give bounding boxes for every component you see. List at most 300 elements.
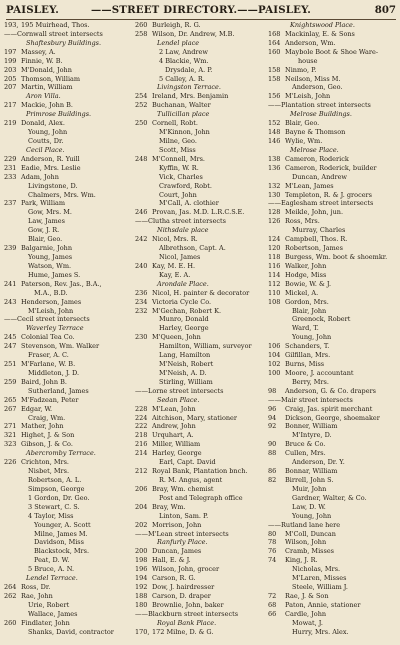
entry-text: Mickel, A. <box>285 288 319 297</box>
house-number: 224 <box>135 413 148 422</box>
directory-entry <box>135 21 265 30</box>
directory-entry <box>268 449 399 458</box>
house-number: 240 <box>135 261 148 270</box>
entry-text: Earl, Capt. David <box>159 458 216 467</box>
entry-text: Milne, Geo. <box>159 136 197 145</box>
place-heading <box>135 39 265 48</box>
house-number: 114 <box>268 270 281 279</box>
house-number: 258 <box>135 29 148 38</box>
entry-text: Hume, James S. <box>28 270 81 279</box>
place-heading <box>4 110 132 119</box>
entry-text: Anderson, R. Yuill <box>21 154 80 163</box>
entry-text: M.A., B.D. <box>34 288 68 297</box>
directory-entry <box>268 628 399 637</box>
entry-text: Gibson, J. & Co. <box>21 440 73 449</box>
entry-text: 4 Taylor, Miss <box>28 511 74 520</box>
directory-entry <box>268 271 399 280</box>
entry-text: Hall, E. & J. <box>152 556 191 565</box>
directory-entry <box>135 307 265 316</box>
directory-entry <box>268 431 399 440</box>
entry-text: Urquhart, A. <box>152 431 194 440</box>
directory-entry <box>268 583 399 592</box>
directory-entry <box>268 494 399 503</box>
entry-text: Aron Villa. <box>26 92 61 101</box>
directory-entry <box>4 298 132 307</box>
directory-entry <box>268 342 399 351</box>
directory-column-1 <box>4 21 132 637</box>
entry-text: Martin, William <box>21 83 73 92</box>
entry-text: 4 Blackie, Wm. <box>159 56 209 65</box>
entry-text: M'Kinnon, John <box>159 128 210 137</box>
directory-entry <box>4 48 132 57</box>
entry-text: Arondale Place. <box>157 279 209 288</box>
directory-entry <box>135 30 265 39</box>
entry-text: Blair, John <box>292 306 327 315</box>
entry-text: Carson, R. G. <box>152 574 196 583</box>
directory-entry <box>4 199 132 208</box>
street-intersection <box>135 387 265 396</box>
house-number: 260 <box>4 618 17 627</box>
directory-entry <box>4 583 132 592</box>
entry-text: Tullicillan place <box>157 110 210 119</box>
house-number: 260 <box>135 21 148 29</box>
entry-text: Brownlie, John, baker <box>152 600 224 609</box>
directory-entry <box>135 583 265 592</box>
directory-entry <box>268 155 399 164</box>
directory-entry <box>4 217 132 226</box>
entry-text: Burgess, Wm. boot & shoemkr. <box>285 252 388 261</box>
entry-text: Crichton, Mrs. <box>21 458 69 467</box>
entry-text: Thomson, William <box>21 74 81 83</box>
entry-text: ——Clutha street intersects <box>135 217 227 226</box>
entry-text: Dickson, George, shoemaker <box>285 413 380 422</box>
entry-text: Court, John <box>159 190 197 199</box>
entry-text: Robertson, A. L. <box>28 476 82 485</box>
street-intersection <box>135 217 265 226</box>
street-intersection <box>268 521 399 530</box>
entry-text: Neilson, Miss M. <box>285 74 341 83</box>
entry-text: Fraser, A. C. <box>28 351 69 360</box>
house-number: 236 <box>135 288 148 297</box>
entry-text: Melrose Place. <box>290 145 339 154</box>
entry-text: Carson, D. draper <box>152 592 211 600</box>
entry-text: Wilson, John, grocer <box>152 565 220 574</box>
directory-entry <box>268 173 399 182</box>
entry-text: Paton, Annie, stationer <box>285 600 361 609</box>
house-number: 78 <box>268 538 277 547</box>
directory-entry <box>135 298 265 307</box>
entry-text: ——Plantation street intersects <box>268 101 371 110</box>
directory-entry <box>268 574 399 583</box>
house-number: 118 <box>268 252 281 261</box>
directory-entry <box>4 235 132 244</box>
directory-entry <box>268 315 399 324</box>
directory-entry <box>268 66 399 75</box>
directory-entry <box>268 75 399 84</box>
directory-entry <box>268 208 399 217</box>
directory-entry <box>268 387 399 396</box>
house-number: 104 <box>268 351 281 360</box>
house-number: 222 <box>135 422 148 431</box>
house-number: 239 <box>4 244 17 253</box>
entry-text: Royal Bank, Plantation bnch. <box>152 467 248 476</box>
entry-text: Cornell, Robt. <box>152 119 198 128</box>
entry-text: Lendel place <box>157 38 200 47</box>
entry-text: Mowat, J. <box>292 618 323 627</box>
entry-text: Bruce & Co. <box>285 440 326 449</box>
entry-text: Livingstone, D. <box>28 181 78 190</box>
entry-text: Duncan, James <box>152 547 202 556</box>
directory-entry <box>4 592 132 601</box>
entry-text: Cameron, Roderick, builder <box>285 163 377 172</box>
directory-entry <box>268 369 399 378</box>
directory-entry <box>4 226 132 235</box>
directory-entry <box>135 601 265 610</box>
house-number: 217 <box>4 101 17 110</box>
directory-entry <box>268 610 399 619</box>
house-number: 90 <box>268 440 277 449</box>
house-number: 250 <box>135 119 148 128</box>
directory-entry <box>268 280 399 289</box>
entry-text: Hamilton, William, surveyor <box>159 342 252 351</box>
entry-text: Stevenson, Wm. Walker <box>21 342 100 351</box>
directory-entry <box>4 333 132 342</box>
entry-text: Young, John <box>292 511 332 520</box>
entry-text: M'Call, A. clothier <box>159 199 219 208</box>
directory-entry <box>4 155 132 164</box>
directory-entry <box>268 351 399 360</box>
place-heading <box>135 619 265 628</box>
entry-text: Cecil Place. <box>26 145 65 154</box>
house-number: 168 <box>268 29 281 38</box>
entry-text: Buchanan, Walter <box>152 101 211 110</box>
directory-entry <box>268 262 399 271</box>
entry-text: M'Leish, John <box>28 306 74 315</box>
entry-text: Kyffin, W. R. <box>159 163 199 172</box>
directory-entry <box>4 21 132 30</box>
house-number: 124 <box>268 235 281 244</box>
house-number: 241 <box>4 279 17 288</box>
entry-text: Rae, John <box>21 592 53 600</box>
entry-text: Ninmo, P. <box>285 65 317 74</box>
directory-entry <box>268 458 399 467</box>
directory-entry <box>268 538 399 547</box>
entry-text: Schanders, T. <box>285 342 330 351</box>
entry-text: Burns, Miss <box>285 360 325 369</box>
directory-entry <box>4 253 132 262</box>
house-number: 94 <box>268 413 277 422</box>
directory-entry <box>4 191 132 200</box>
entry-text: Chalmers, Mrs. Wm. <box>28 190 96 199</box>
house-number: 188 <box>135 592 148 600</box>
entry-text: M'Intyre, D. <box>292 431 332 440</box>
entry-text: Anderson, G. & Co. drapers <box>285 386 377 395</box>
directory-entry <box>268 360 399 369</box>
entry-text: Munro, Donald <box>159 315 209 324</box>
directory-entry <box>135 191 265 200</box>
entry-text: M'Laren, Misses <box>292 574 347 583</box>
directory-entry <box>135 592 265 601</box>
directory-entry <box>4 503 132 512</box>
entry-text: Templeton, R. & J. grocers <box>285 190 372 199</box>
house-number: 264 <box>4 583 17 592</box>
entry-text: Primrose Buildings. <box>26 110 92 119</box>
house-number: 106 <box>268 342 281 351</box>
house-number: 136 <box>268 163 281 172</box>
entry-text: Craig, Jas. spirit merchant <box>285 404 373 413</box>
entry-text: M'Lean, James <box>285 181 334 190</box>
directory-entry <box>268 333 399 342</box>
house-number: 233 <box>4 172 17 181</box>
directory-entry <box>135 521 265 530</box>
directory-entry <box>135 405 265 414</box>
directory-entry <box>4 431 132 440</box>
entry-text: ——Mair street intersects <box>268 395 353 404</box>
house-number: 108 <box>268 297 281 306</box>
entry-text: Peat, D. W. <box>34 556 70 565</box>
entry-text: Mather, John <box>21 422 64 431</box>
house-number: 86 <box>268 467 277 476</box>
entry-text: Ross, Dr. <box>21 583 51 592</box>
house-number: 138 <box>268 154 281 163</box>
directory-entry <box>135 244 265 253</box>
directory-entry <box>268 378 399 387</box>
entry-text: Anderson, Wm. <box>285 38 336 47</box>
directory-entry <box>268 92 399 101</box>
entry-text: Balgarnie, John <box>21 244 73 253</box>
house-number: 116 <box>268 261 281 270</box>
entry-text: Cramb, Misses <box>285 547 335 556</box>
house-number: 110 <box>268 288 281 297</box>
directory-entry <box>135 333 265 342</box>
directory-entry <box>135 414 265 423</box>
directory-column-3 <box>268 21 399 637</box>
directory-entry <box>135 66 265 75</box>
entry-text: Ireland, Mrs. Benjamin <box>152 92 229 101</box>
directory-entry <box>268 324 399 333</box>
entry-text: Miller, William <box>152 440 201 449</box>
entry-text: 1 Gordon, Dr. Geo. <box>28 493 90 502</box>
house-number: 254 <box>135 92 148 101</box>
directory-entry <box>135 289 265 298</box>
entry-text: M'Neish, A. D. <box>159 368 207 377</box>
directory-entry <box>135 271 265 280</box>
directory-entry <box>268 592 399 601</box>
directory-entry <box>4 467 132 476</box>
entry-text: M'Coll, Duncan <box>285 529 336 538</box>
entry-text: Gow, J. R. <box>28 226 60 235</box>
entry-text: Albrethson, Capt. A. <box>159 244 226 253</box>
directory-entry <box>135 324 265 333</box>
directory-entry <box>135 351 265 360</box>
directory-entry <box>268 244 399 253</box>
entry-text: Simpson, George <box>28 484 85 493</box>
directory-entry <box>135 360 265 369</box>
entry-text: Livingston Terrace. <box>157 83 221 92</box>
directory-entry <box>268 137 399 146</box>
directory-entry <box>4 244 132 253</box>
entry-text: Hurry, Mrs. Alex. <box>292 627 349 636</box>
entry-text: Younger, A. Scott <box>34 520 91 529</box>
entry-text: Wilson, Dr. Andrew, M.B. <box>152 29 235 38</box>
entry-text: Park, William <box>21 199 66 208</box>
entry-text: Ranfurly Place. <box>157 538 208 547</box>
entry-text: 172 Milne, D. & G. <box>152 627 214 636</box>
directory-entry <box>135 628 265 637</box>
entry-text: Middleton, J. D. <box>28 368 80 377</box>
directory-entry <box>135 565 265 574</box>
directory-entry <box>4 351 132 360</box>
directory-entry <box>268 467 399 476</box>
directory-entry <box>268 440 399 449</box>
place-heading <box>135 110 265 119</box>
entry-text: Melrose Buildings. <box>290 110 352 119</box>
place-heading <box>135 83 265 92</box>
entry-text: ——Eaglesham street intersects <box>268 199 374 208</box>
directory-entry <box>4 378 132 387</box>
directory-entry <box>268 128 399 137</box>
directory-entry <box>268 253 399 262</box>
directory-entry <box>268 217 399 226</box>
directory-entry <box>268 164 399 173</box>
house-number: 160 <box>268 47 281 56</box>
entry-text: 2 Law, Andrew <box>159 47 208 56</box>
place-heading <box>268 110 399 119</box>
directory-entry <box>4 119 132 128</box>
house-number: 98 <box>268 386 277 395</box>
directory-entry <box>4 440 132 449</box>
directory-entry <box>268 119 399 128</box>
entry-text: Royal Bank Place. <box>157 618 217 627</box>
entry-text: Nicholas, Mrs. <box>292 565 341 574</box>
street-intersection <box>268 396 399 405</box>
house-number: 262 <box>4 592 17 600</box>
house-number: 120 <box>268 244 281 253</box>
directory-entry <box>268 48 399 57</box>
house-number: 82 <box>268 476 277 485</box>
entry-text: Kay, E. A. <box>159 270 191 279</box>
directory-entry <box>4 405 132 414</box>
entry-text: Lendel Terrace. <box>26 574 78 583</box>
page-number: 807 <box>374 4 396 16</box>
street-intersection <box>4 30 132 39</box>
header-title: ——STREET DIRECTORY.——PAISLEY. <box>90 4 312 16</box>
directory-entry <box>4 530 132 539</box>
house-number: 158 <box>268 65 281 74</box>
directory-entry <box>135 342 265 351</box>
directory-entry <box>4 512 132 521</box>
entry-text: Young, James <box>28 252 73 261</box>
place-heading <box>4 449 132 458</box>
entry-text: Nicol, James <box>159 252 201 261</box>
entry-text: Provan, Jas. M.D. L.R.C.S.E. <box>152 208 245 217</box>
entry-text: M'Lean, John <box>152 404 196 413</box>
directory-entry <box>268 476 399 485</box>
directory-entry <box>135 137 265 146</box>
entry-text: Baird, John B. <box>21 377 67 386</box>
directory-entry <box>135 235 265 244</box>
entry-text: Shanks, David, contractor <box>28 627 114 636</box>
directory-entry <box>135 503 265 512</box>
entry-text: Berry, Mrs. <box>292 377 329 386</box>
house-number: 230 <box>135 333 148 342</box>
house-number: 205 <box>4 74 17 83</box>
directory-entry <box>268 547 399 556</box>
entry-text: Aitchison, Mary, stationer <box>152 413 238 422</box>
house-number: 146 <box>268 136 281 145</box>
house-number: 74 <box>268 556 277 565</box>
entry-text: Wallace, James <box>28 609 78 618</box>
directory-column-2 <box>135 21 265 637</box>
house-number: 214 <box>135 449 148 458</box>
place-heading <box>135 396 265 405</box>
house-number: 228 <box>135 404 148 413</box>
directory-entry <box>4 556 132 565</box>
entry-text: ——Cecil street intersects <box>4 315 90 324</box>
entry-text: Rae, J. & Son <box>285 592 329 600</box>
directory-entry <box>135 75 265 84</box>
house-number: 126 <box>268 217 281 226</box>
house-number: 180 <box>135 600 148 609</box>
entry-text: Stirling, William <box>159 377 213 386</box>
directory-entry <box>268 235 399 244</box>
directory-entry <box>4 360 132 369</box>
house-number: 237 <box>4 199 17 208</box>
house-number: 259 <box>4 377 17 386</box>
directory-entry <box>268 39 399 48</box>
place-heading <box>4 574 132 583</box>
entry-text: Linton, Sam. P. <box>159 511 209 520</box>
directory-entry <box>4 164 132 173</box>
entry-text: Abercromby Terrace. <box>26 449 96 458</box>
entry-text: Gordon, Mrs. <box>285 297 329 306</box>
entry-text: Bonnar, William <box>285 467 338 476</box>
street-intersection <box>135 530 265 539</box>
directory-entry <box>4 396 132 405</box>
entry-text: M'Fadzean, Peter <box>21 395 79 404</box>
directory-entry <box>135 164 265 173</box>
entry-text: Harley, George <box>159 324 209 333</box>
directory-entry <box>135 431 265 440</box>
place-heading <box>135 226 265 235</box>
directory-entry <box>4 387 132 396</box>
directory-entry <box>4 208 132 217</box>
house-number: 234 <box>135 297 148 306</box>
entry-text: Gow, Mrs. M. <box>28 208 72 217</box>
directory-entry <box>4 414 132 423</box>
entry-text: Dow, J. hairdresser <box>152 583 215 592</box>
entry-text: Ward, T. <box>292 324 319 333</box>
directory-entry <box>135 253 265 262</box>
directory-entry <box>268 226 399 235</box>
directory-entry <box>135 182 265 191</box>
directory-entry <box>4 494 132 503</box>
place-heading <box>4 146 132 155</box>
house-number: 76 <box>268 547 277 556</box>
house-number: 248 <box>135 154 148 163</box>
house-number: 130 <box>268 190 281 199</box>
house-number: 170, <box>135 627 150 636</box>
entry-text: Ross, Mrs. <box>285 217 320 226</box>
house-number: 198 <box>135 556 148 565</box>
directory-entry <box>135 556 265 565</box>
entry-text: Cardle, John <box>285 609 327 618</box>
entry-text: Craig, Wm. <box>28 413 66 422</box>
place-heading <box>268 146 399 155</box>
directory-entry <box>135 467 265 476</box>
directory-entry <box>135 199 265 208</box>
house-number: 152 <box>268 119 281 128</box>
